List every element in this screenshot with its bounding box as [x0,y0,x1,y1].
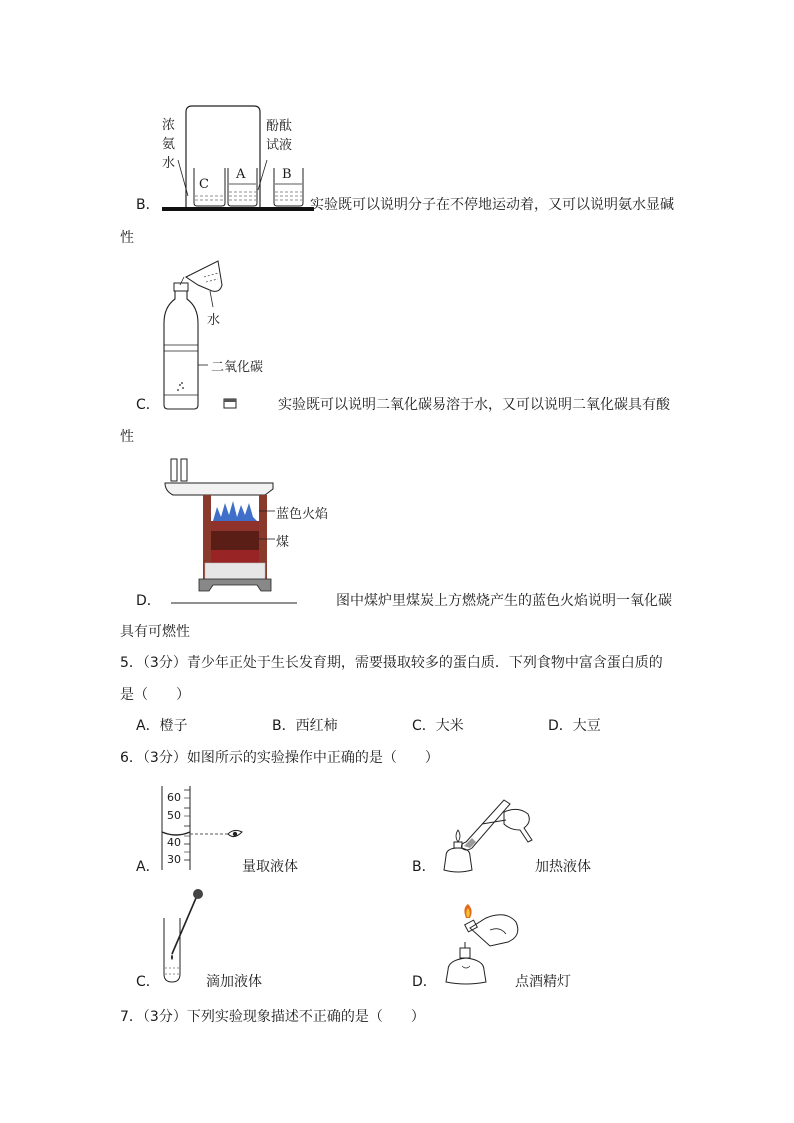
q4-option-d-letter: D． [136,593,161,609]
q4-option-c-text: 实验既可以说明二氧化碳易溶于水，又可以说明二氧化碳具有酸 [278,397,670,413]
q5-stem: 5．（3分）青少年正处于生长发育期，需要摄取较多的蛋白质．下列食物中富含蛋白质的 [120,655,663,671]
phenolphthalein-label-line2: 试液 [266,138,293,153]
q4-option-c-wrap: 性 [120,429,134,445]
dropping-liquid-figure [158,888,218,984]
co2-label: 二氧化碳 [211,360,264,375]
cylinder-tick-50: 50 [167,809,181,822]
ammonia-label-line3: 水 [162,156,176,171]
ammonia-label-line2: 氨 [162,137,176,152]
q4-option-b-text: 实验既可以说明分子在不停地运动着，又可以说明氨水显碱 [310,197,674,213]
heating-liquid-figure [432,790,542,878]
q6-option-c-letter: C． [136,974,160,990]
ammonia-diffusion-figure [150,100,320,215]
q6-option-c-caption: 滴加液体 [206,974,262,990]
cylinder-tick-40: 40 [167,836,181,849]
ammonia-label-line1: 浓 [162,118,176,133]
q4-option-d-text: 图中煤炉里煤炭上方燃烧产生的蓝色火焰说明一氧化碳 [336,593,672,609]
co2-bottle-figure [160,255,240,415]
q5-stem-continued: 是（ ） [120,687,190,703]
bottle-cap-icon [222,396,238,410]
beaker-c-label: C [199,177,209,192]
beaker-b-label: B [282,167,292,182]
cylinder-tick-30: 30 [167,853,181,866]
q4-option-c-letter: C． [136,397,160,413]
q7-stem: 7．（3分）下列实验现象描述不正确的是（ ） [120,1009,425,1025]
q6-option-d-caption: 点酒精灯 [515,974,571,990]
q5-option-d: D．大豆 [548,718,601,734]
cylinder-tick-60: 60 [167,791,181,804]
q6-option-b-caption: 加热液体 [535,859,591,875]
graduated-cylinder-figure [150,786,250,876]
q6-stem: 6．（3分）如图所示的实验操作中正确的是（ ） [120,750,439,766]
q5-option-a: A．橙子 [136,718,188,734]
q6-option-a-letter: A． [136,859,160,875]
q5-option-b: B．西红柿 [272,718,338,734]
q4-option-b-letter: B． [136,197,160,213]
q6-option-b-letter: B． [412,859,436,875]
coal-label: 煤 [276,535,290,550]
q5-option-c: C．大米 [412,718,464,734]
blue-flame-label: 蓝色火焰 [276,507,329,522]
q4-option-b-wrap: 性 [120,230,134,246]
water-label: 水 [207,313,221,328]
phenolphthalein-label-line1: 酚酞 [266,119,293,134]
beaker-a-label: A [236,167,246,182]
q6-option-d-letter: D． [412,974,437,990]
q4-option-d-wrap: 具有可燃性 [120,624,190,640]
q6-option-a-caption: 量取液体 [242,859,298,875]
